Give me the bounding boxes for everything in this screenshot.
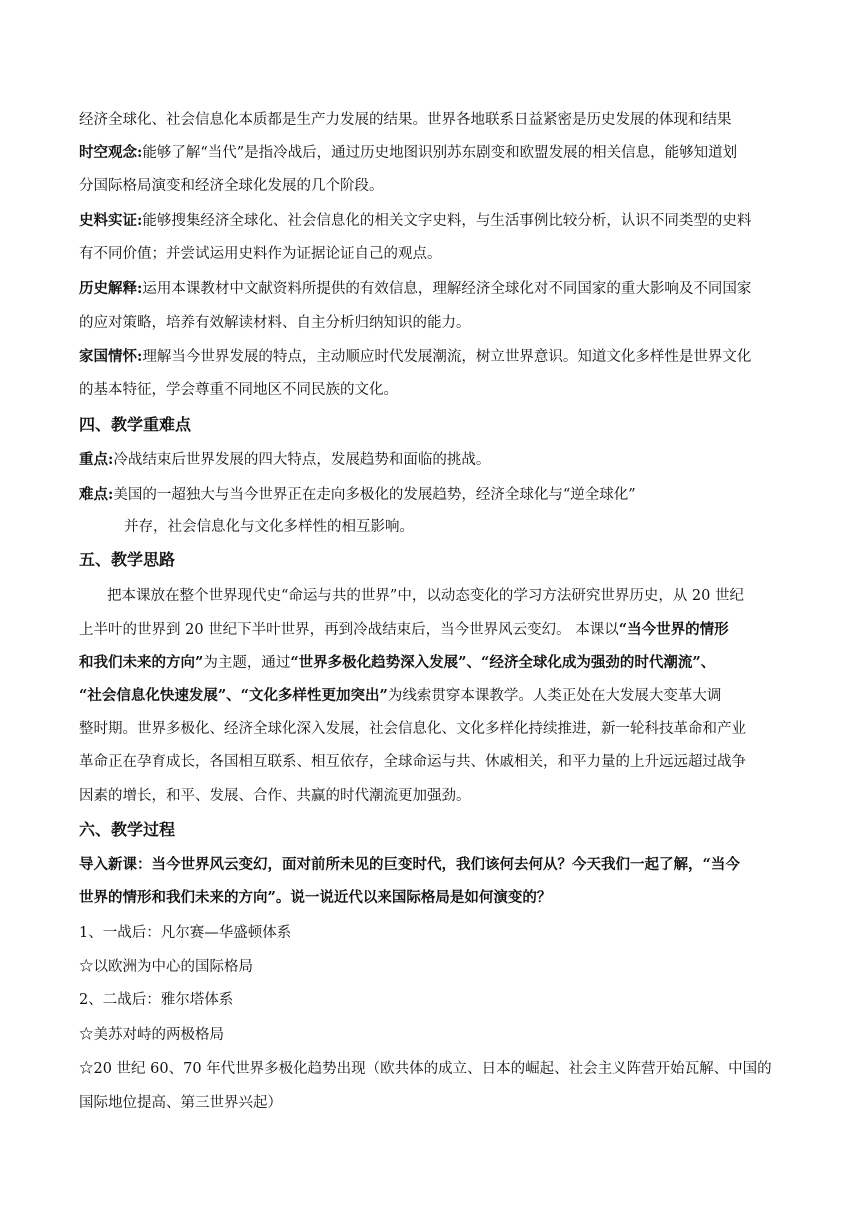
section-5-line-5: 整时期。世界多极化、经济全球化深入发展，社会信息化、文化多样化持续推进，新一轮科技革命和产业 [79,721,746,737]
nandian-continuation: 并存，社会信息化与文化多样性的相互影响。 [124,519,414,535]
shiliao-label: 史料实证: [79,212,143,229]
section-5-text-3a: 和我们未来的方向” [79,654,204,671]
kongshi-label: 时空观念: [79,144,143,161]
section-5-line-3 [79,653,785,673]
list-item-4: ☆美苏对峙的两极格局 [79,1027,224,1043]
shiliao-line-2: 有不同价值；并尝试运用史料作为证据论证自己的观点。 [79,246,442,262]
jiaguo-line-1 [79,347,785,367]
section-5-line-6: 革命正在孕育成长，各国相互联系、相互依存，全球命运与共、休戚相关，和平力量的上升远远超过战争 [79,754,746,770]
list-item-1: 1、一战后：凡尔赛—华盛顿体系 [79,925,292,941]
list-item-5: ☆20 世纪 60、70 年代世界多极化趋势出现（欧共体的成立、日本的崛起、社会主义阵营开始瓦解、中国的 [79,1061,772,1077]
section-5-heading: 五、教学思路 [79,550,176,569]
kongshi-line-1 [79,143,785,163]
section-5-text-2b: “当今世界的情形 [618,621,729,638]
nandian-text: 美国的一超独大与当今世界正在走向多极化的发展趋势，经济全球化与“逆全球化” [113,487,636,503]
lead-line-1: 导入新课：当今世界风云变幻，面对前所未见的巨变时代，我们该何去何从？今天我们一起了解，“当今 [79,856,740,873]
section-5-text-4a: “社会信息化快速发展”、“文化多样性更加突出” [79,687,388,704]
jieshi-line-1 [79,279,785,299]
section-5-line-4 [79,686,785,706]
list-item-2: ☆以欧洲为中心的国际格局 [79,959,253,975]
section-6-heading: 六、教学过程 [79,820,176,839]
section-5-text-3b: 为主题，通过 [203,655,291,671]
jiaguo-line-2: 的基本特征，学会尊重不同地区不同民族的文化。 [79,382,398,398]
jieshi-line-2: 的应对策略，培养有效解读材料、自主分析归纳知识的能力。 [79,315,471,331]
zhongdian-label: 重点: [79,451,114,468]
section-5-line-7: 因素的增长，和平、发展、合作、共赢的时代潮流更加强劲。 [79,788,471,804]
jiaguo-text: 理解当今世界发展的特点，主动顺应时代发展潮流，树立世界意识。知道文化多样性是世界文化 [142,349,752,365]
intro-line: 经济全球化、社会信息化本质都是生产力发展的结果。世界各地联系日益紧密是历史发展的体现和结果 [79,112,732,128]
section-5-line-2 [79,620,785,640]
section-5-line-1: 把本课放在整个世界现代史“命运与共的世界”中，以动态变化的学习方法研究世界历史，从 20 世纪 [107,588,744,604]
section-4-heading: 四、教学重难点 [79,415,192,434]
jieshi-label: 历史解释: [79,280,143,297]
shiliao-text: 能够搜集经济全球化、社会信息化的相关文字史料，与生活事例比较分析，认识不同类型的史料 [142,213,752,229]
list-item-3: 2、二战后：雅尔塔体系 [79,992,234,1008]
jiaguo-label: 家国情怀: [79,348,143,365]
section-5-text-4b: 为线索贯穿本课教学。人类正处在大发展大变革大调 [387,688,722,704]
list-item-6: 国际地位提高、第三世界兴起） [79,1095,282,1111]
lead-line-2: 世界的情形和我们未来的方向”。说一说近代以来国际格局是如何演变的？ [79,889,552,906]
jieshi-text: 运用本课教材中文献资料所提供的有效信息，理解经济全球化对不同国家的重大影响及不同国家 [142,281,752,297]
nandian-line [79,485,785,505]
zhongdian-line [79,450,785,470]
zhongdian-text: 冷战结束后世界发展的四大特点，发展趋势和面临的挑战。 [113,452,491,468]
shiliao-line-1 [79,211,785,231]
nandian-label: 难点: [79,486,114,503]
section-5-text-3c: “世界多极化趋势深入发展”、“经济全球化成为强劲的时代潮流”、 [290,654,716,671]
kongshi-text: 能够了解“当代”是指冷战后，通过历史地图识别苏东剧变和欧盟发展的相关信息，能够知道划 [142,145,738,161]
kongshi-line-2: 分国际格局演变和经济全球化发展的几个阶段。 [79,178,384,194]
section-5-text-2a: 上半叶的世界到 20 世纪下半叶世界，再到冷战结束后，当今世界风云变幻。 本课以 [79,622,619,638]
